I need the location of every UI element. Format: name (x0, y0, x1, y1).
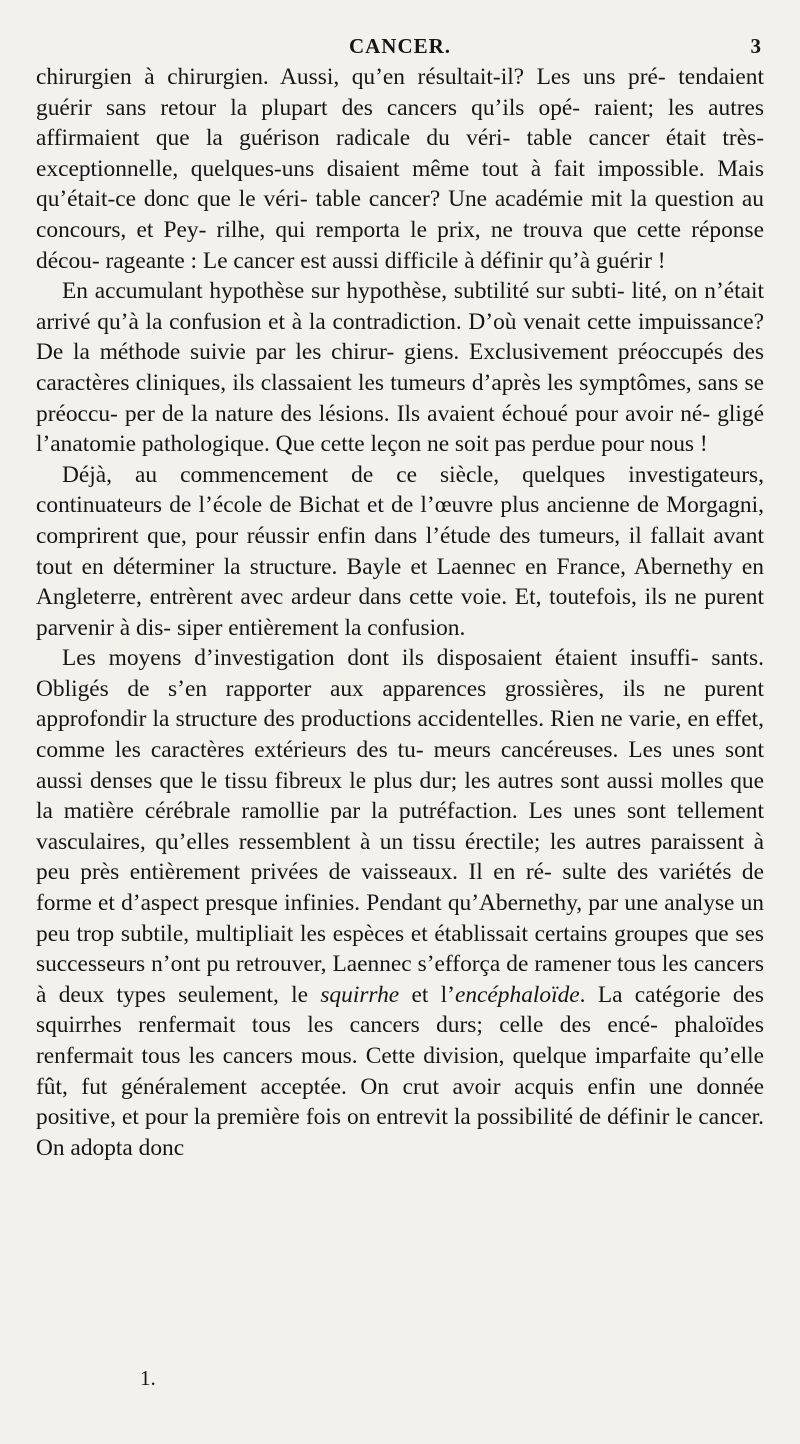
paragraph (36, 62, 764, 276)
text-line: siper entièrement la confusion. (176, 614, 466, 641)
text-line: qu’Abernethy, par une analyse un peu trop subtile, multipliait les (36, 890, 764, 947)
text-line: venait cette impuissance? De la méthode suivie par les chirur- (36, 308, 764, 366)
text-line: sulte des variétés de forme et d’aspect presque infinies. Pendant (36, 859, 764, 917)
text-line: même tout à fait impossible. Mais qu’était-ce donc que le véri- (36, 155, 764, 213)
text-line: rilhe, qui remporta le prix, ne trouva que cette réponse décou- (36, 216, 764, 274)
text-line: table cancer? Une académie mit la question au concours, et Pey- (36, 186, 764, 243)
paragraph (36, 643, 764, 1163)
text-line: des squirrhes renfermait tous les cancers durs; celle des encé- (36, 981, 764, 1039)
text-line: raient; les autres affirmaient que la guérison radicale du véri- (36, 94, 764, 152)
text-line: pour nous ! (601, 431, 708, 458)
text-line: phaloïdes renfermait tous les cancers mous. Cette division, (36, 1012, 764, 1069)
text-line: deux types seulement, le squirrhe et l’encéphaloïde. La catégorie (58, 981, 721, 1008)
signature-mark: 1. (140, 1366, 156, 1390)
text-line: fibreux le plus dur; les autres sont aussi molles que la matière (36, 767, 764, 825)
running-head (36, 28, 764, 62)
body-text (36, 62, 764, 1163)
text-line: ardeur dans cette voie. Et, toutefois, ils ne purent parvenir à dis- (36, 584, 764, 641)
text-line: gligé l’anatomie pathologique. Que cette leçon ne soit pas perdue (36, 400, 764, 458)
text-line: de Morgagni, comprirent que, pour réussir enfin dans l’étude des (36, 492, 764, 549)
paragraph (36, 276, 764, 460)
running-title: CANCER. (348, 34, 452, 58)
text-line: sants. Obligés de s’en rapporter aux apparences grossières, ils ne (36, 645, 764, 702)
text-line: vasculaires, qu’elles ressemblent à un tissu érectile; les autres (36, 828, 642, 855)
paragraph (36, 460, 764, 644)
text-line: crut avoir acquis enfin une donnée positive, et pour la première (36, 1073, 764, 1131)
text-line: chirurgien à chirurgien. Aussi, qu’en résultait-il? Les uns pré- (36, 64, 666, 90)
text-line: En accumulant hypothèse sur hypothèse, subtilité sur subti- (62, 278, 625, 305)
text-line: giens. Exclusivement préoccupés des caractères cliniques, ils (36, 339, 764, 396)
text-line: tendaient guérir sans retour la plupart des cancers qu’ils opé- (36, 64, 764, 121)
text-line: cérébrale ramollie par la putréfaction. Les unes sont tellement (144, 798, 764, 825)
text-line: purent approfondir la structure des productions accidentelles. (36, 675, 764, 733)
text-line: Les moyens d’investigation dont ils disposaient étaient insuffi- (62, 645, 699, 672)
page-number: 3 (750, 34, 762, 58)
text-line: Rien ne varie, en effet, comme les caractères extérieurs des tu- (36, 706, 764, 764)
text-line: paraissent à peu près entièrement privées de vaisseaux. Il en ré- (36, 828, 764, 886)
text-line: rageante : Le cancer est aussi difficile à définir qu’à guérir ! (105, 247, 666, 274)
text-line: espèces et établissait certains groupes que ses successeurs n’ont (36, 920, 764, 978)
text-line: classaient les tumeurs d’après les symptômes, sans se préoccu- (36, 369, 764, 427)
text-line: lité, on n’était arrivé qu’à la confusion et à la contradiction. D’où (36, 278, 765, 335)
text-line: meurs cancéreuses. Les unes sont aussi denses que le tissu (36, 737, 764, 794)
text-line: pu retrouver, Laennec s’efforça de ramener tous les cancers à (36, 951, 764, 1008)
text-line: continuateurs de l’école de Bichat et de l’œuvre plus ancienne (36, 492, 630, 519)
text-line: fois on entrevit la possibilité de définir le cancer. On adopta donc (36, 1104, 764, 1161)
text-line: quelque imparfaite qu’elle fût, fut généralement acceptée. On (36, 1043, 765, 1100)
text-line: tumeurs, il fallait avant tout en déterminer la structure. Bayle et (36, 522, 765, 580)
text-line: per de la nature des lésions. Ils avaient échoué pour avoir né- (124, 400, 711, 427)
text-line: table cancer était très-exceptionnelle, quelques-uns disaient (36, 125, 764, 182)
text-line: Laennec en France, Abernethy en Angleterre, entrèrent avec (36, 553, 765, 611)
text-line: Déjà, au commencement de ce siècle, quelques investigateurs, (62, 461, 764, 488)
